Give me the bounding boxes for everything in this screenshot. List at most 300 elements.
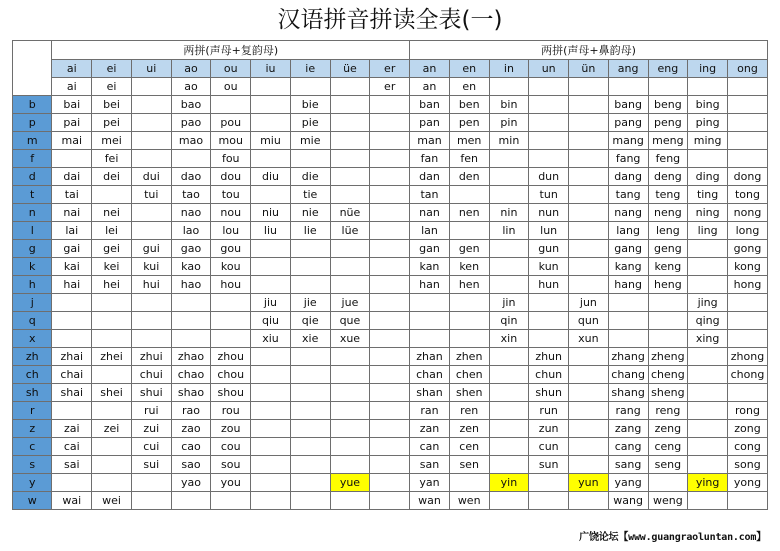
table-row <box>13 276 768 294</box>
syllable-cell: nong <box>727 204 767 222</box>
pinyin-table <box>12 40 768 510</box>
syllable-cell: dan <box>410 168 450 186</box>
syllable-cell <box>251 384 291 402</box>
syllable-cell <box>727 132 767 150</box>
final-header-cell: ou <box>211 60 251 78</box>
syllable-cell: ding <box>688 168 728 186</box>
syllable-cell: kai <box>52 258 92 276</box>
syllable-cell <box>529 294 569 312</box>
syllable-cell: jie <box>290 294 330 312</box>
syllable-cell <box>727 330 767 348</box>
syllable-cell: xie <box>290 330 330 348</box>
syllable-cell <box>529 312 569 330</box>
page-title: 汉语拼音拼读全表(一) <box>277 7 503 33</box>
syllable-cell <box>52 402 92 420</box>
syllable-cell: ben <box>449 96 489 114</box>
initial-cell: z <box>13 420 52 438</box>
syllable-cell: fei <box>92 150 132 168</box>
corner-cell <box>13 41 52 96</box>
syllable-cell <box>370 168 410 186</box>
syllable-cell <box>370 312 410 330</box>
syllable-cell: lin <box>489 222 529 240</box>
syllable-cell <box>290 348 330 366</box>
syllable-cell <box>529 150 569 168</box>
syllable-cell: zei <box>92 420 132 438</box>
syllable-cell: lai <box>52 222 92 240</box>
syllable-cell <box>529 132 569 150</box>
syllable-cell: wang <box>608 492 648 510</box>
standalone-cell <box>608 78 648 96</box>
standalone-cell: ai <box>52 78 92 96</box>
syllable-cell: long <box>727 222 767 240</box>
syllable-cell: peng <box>648 114 688 132</box>
syllable-cell <box>648 474 688 492</box>
syllable-cell: zeng <box>648 420 688 438</box>
syllable-cell: jun <box>569 294 609 312</box>
final-header-cell: er <box>370 60 410 78</box>
syllable-cell <box>290 258 330 276</box>
syllable-cell: hong <box>727 276 767 294</box>
table-row <box>13 240 768 258</box>
syllable-cell <box>529 96 569 114</box>
syllable-cell <box>251 492 291 510</box>
syllable-cell <box>251 114 291 132</box>
syllable-cell: kui <box>131 258 171 276</box>
syllable-cell: zhao <box>171 348 211 366</box>
syllable-cell: sun <box>529 456 569 474</box>
syllable-cell: pang <box>608 114 648 132</box>
syllable-cell <box>131 222 171 240</box>
syllable-cell <box>290 150 330 168</box>
syllable-cell: teng <box>648 186 688 204</box>
syllable-cell <box>489 492 529 510</box>
syllable-cell <box>489 240 529 258</box>
syllable-cell <box>330 348 370 366</box>
syllable-cell <box>688 150 728 168</box>
syllable-cell: zhang <box>608 348 648 366</box>
syllable-cell <box>251 474 291 492</box>
initial-cell: d <box>13 168 52 186</box>
syllable-cell <box>608 330 648 348</box>
syllable-cell: sou <box>211 456 251 474</box>
syllable-cell <box>569 240 609 258</box>
syllable-cell <box>569 222 609 240</box>
syllable-cell: gan <box>410 240 450 258</box>
final-header-cell: ing <box>688 60 728 78</box>
syllable-cell: ceng <box>648 438 688 456</box>
syllable-cell <box>688 276 728 294</box>
syllable-cell <box>290 474 330 492</box>
syllable-cell <box>688 456 728 474</box>
syllable-cell <box>92 294 132 312</box>
final-header-cell: ün <box>569 60 609 78</box>
syllable-cell <box>688 258 728 276</box>
syllable-cell <box>489 276 529 294</box>
syllable-cell: diu <box>251 168 291 186</box>
syllable-cell <box>489 402 529 420</box>
syllable-cell: shao <box>171 384 211 402</box>
syllable-cell: nai <box>52 204 92 222</box>
syllable-cell <box>251 258 291 276</box>
table-row <box>13 330 768 348</box>
syllable-cell: shun <box>529 384 569 402</box>
syllable-cell: feng <box>648 150 688 168</box>
syllable-cell: lan <box>410 222 450 240</box>
syllable-cell <box>648 330 688 348</box>
syllable-cell: shai <box>52 384 92 402</box>
table-row <box>13 114 768 132</box>
syllable-cell <box>52 150 92 168</box>
syllable-cell: nüe <box>330 204 370 222</box>
syllable-cell <box>569 204 609 222</box>
syllable-cell: chong <box>727 366 767 384</box>
syllable-cell <box>489 366 529 384</box>
syllable-cell: chui <box>131 366 171 384</box>
syllable-cell <box>290 366 330 384</box>
syllable-cell <box>92 456 132 474</box>
syllable-cell: pei <box>92 114 132 132</box>
syllable-cell <box>529 492 569 510</box>
syllable-cell: den <box>449 168 489 186</box>
syllable-cell <box>330 186 370 204</box>
syllable-cell <box>330 492 370 510</box>
table-row <box>13 312 768 330</box>
syllable-cell: beng <box>648 96 688 114</box>
syllable-cell: chang <box>608 366 648 384</box>
syllable-cell <box>131 330 171 348</box>
table-row <box>13 294 768 312</box>
syllable-cell: ting <box>688 186 728 204</box>
syllable-cell: han <box>410 276 450 294</box>
syllable-cell <box>569 150 609 168</box>
standalone-cell <box>529 78 569 96</box>
syllable-cell: pou <box>211 114 251 132</box>
initial-cell: s <box>13 456 52 474</box>
table-row <box>13 366 768 384</box>
syllable-cell <box>449 294 489 312</box>
syllable-cell <box>370 240 410 258</box>
syllable-cell <box>370 114 410 132</box>
syllable-cell <box>92 366 132 384</box>
syllable-cell: zhun <box>529 348 569 366</box>
syllable-cell <box>370 330 410 348</box>
syllable-cell: neng <box>648 204 688 222</box>
syllable-cell: chai <box>52 366 92 384</box>
syllable-cell <box>529 474 569 492</box>
syllable-cell: lang <box>608 222 648 240</box>
syllable-cell: xue <box>330 330 370 348</box>
syllable-cell: zou <box>211 420 251 438</box>
syllable-cell <box>569 132 609 150</box>
syllable-cell <box>449 186 489 204</box>
syllable-cell <box>688 240 728 258</box>
syllable-cell: kun <box>529 258 569 276</box>
syllable-cell <box>569 276 609 294</box>
syllable-cell: hou <box>211 276 251 294</box>
syllable-cell: kei <box>92 258 132 276</box>
syllable-cell: wei <box>92 492 132 510</box>
syllable-cell: sen <box>449 456 489 474</box>
syllable-cell: ren <box>449 402 489 420</box>
syllable-cell <box>52 312 92 330</box>
syllable-cell <box>211 294 251 312</box>
syllable-cell: tao <box>171 186 211 204</box>
syllable-cell: you <box>211 474 251 492</box>
syllable-cell: nang <box>608 204 648 222</box>
initial-cell: t <box>13 186 52 204</box>
standalone-cell <box>569 78 609 96</box>
final-header-cell: un <box>529 60 569 78</box>
syllable-cell: nen <box>449 204 489 222</box>
syllable-cell <box>727 312 767 330</box>
final-header-cell: ong <box>727 60 767 78</box>
syllable-cell <box>727 150 767 168</box>
table-row <box>13 456 768 474</box>
syllable-cell <box>569 384 609 402</box>
syllable-cell <box>449 312 489 330</box>
syllable-cell: zhei <box>92 348 132 366</box>
syllable-cell: zang <box>608 420 648 438</box>
syllable-cell <box>251 186 291 204</box>
initial-cell: ch <box>13 366 52 384</box>
syllable-cell <box>131 312 171 330</box>
syllable-cell: dei <box>92 168 132 186</box>
table-row <box>13 420 768 438</box>
standalone-cell: an <box>410 78 450 96</box>
syllable-cell: nun <box>529 204 569 222</box>
syllable-cell <box>688 402 728 420</box>
initial-cell: x <box>13 330 52 348</box>
syllable-cell <box>171 330 211 348</box>
syllable-cell: lao <box>171 222 211 240</box>
syllable-cell <box>92 438 132 456</box>
table-row <box>13 168 768 186</box>
syllable-cell: gai <box>52 240 92 258</box>
syllable-cell <box>489 438 529 456</box>
syllable-cell <box>171 150 211 168</box>
initial-cell: r <box>13 402 52 420</box>
table-row <box>13 186 768 204</box>
syllable-cell: tou <box>211 186 251 204</box>
syllable-cell: reng <box>648 402 688 420</box>
syllable-cell: pin <box>489 114 529 132</box>
syllable-cell: gun <box>529 240 569 258</box>
syllable-cell: zhui <box>131 348 171 366</box>
final-header-cell: in <box>489 60 529 78</box>
syllable-cell: run <box>529 402 569 420</box>
syllable-cell: mai <box>52 132 92 150</box>
syllable-cell: qing <box>688 312 728 330</box>
table-row <box>13 96 768 114</box>
initial-cell: sh <box>13 384 52 402</box>
syllable-cell: bin <box>489 96 529 114</box>
syllable-cell: tie <box>290 186 330 204</box>
syllable-cell <box>131 132 171 150</box>
syllable-cell <box>370 366 410 384</box>
syllable-cell: hui <box>131 276 171 294</box>
syllable-cell <box>370 474 410 492</box>
syllable-cell <box>131 492 171 510</box>
syllable-cell <box>370 456 410 474</box>
syllable-cell: ming <box>688 132 728 150</box>
syllable-cell: chou <box>211 366 251 384</box>
syllable-cell: nan <box>410 204 450 222</box>
syllable-cell <box>330 366 370 384</box>
syllable-cell <box>688 438 728 456</box>
table-row <box>13 384 768 402</box>
syllable-cell <box>92 402 132 420</box>
syllable-cell: pen <box>449 114 489 132</box>
syllable-cell <box>727 384 767 402</box>
syllable-cell: sui <box>131 456 171 474</box>
syllable-cell <box>569 168 609 186</box>
initial-cell: h <box>13 276 52 294</box>
syllable-cell: qin <box>489 312 529 330</box>
syllable-cell <box>569 348 609 366</box>
syllable-cell <box>330 96 370 114</box>
syllable-cell: shui <box>131 384 171 402</box>
syllable-cell: man <box>410 132 450 150</box>
syllable-cell <box>52 294 92 312</box>
syllable-cell <box>171 312 211 330</box>
syllable-cell: die <box>290 168 330 186</box>
syllable-cell: liu <box>251 222 291 240</box>
syllable-cell: chun <box>529 366 569 384</box>
syllable-cell <box>688 348 728 366</box>
syllable-cell: ning <box>688 204 728 222</box>
syllable-cell <box>330 240 370 258</box>
syllable-cell: jiu <box>251 294 291 312</box>
syllable-cell: sheng <box>648 384 688 402</box>
syllable-cell <box>410 294 450 312</box>
syllable-cell: cheng <box>648 366 688 384</box>
initial-cell: k <box>13 258 52 276</box>
syllable-cell <box>648 294 688 312</box>
syllable-cell <box>211 96 251 114</box>
initial-cell: y <box>13 474 52 492</box>
syllable-cell: shen <box>449 384 489 402</box>
syllable-cell: dun <box>529 168 569 186</box>
syllable-cell: qiu <box>251 312 291 330</box>
syllable-cell: cou <box>211 438 251 456</box>
syllable-cell <box>489 150 529 168</box>
syllable-cell <box>370 150 410 168</box>
table-row <box>13 150 768 168</box>
syllable-cell: lie <box>290 222 330 240</box>
syllable-cell: hao <box>171 276 211 294</box>
syllable-cell <box>370 258 410 276</box>
syllable-cell: lun <box>529 222 569 240</box>
syllable-cell: jue <box>330 294 370 312</box>
syllable-cell: hei <box>92 276 132 294</box>
syllable-cell <box>370 294 410 312</box>
syllable-cell <box>251 420 291 438</box>
syllable-cell: sang <box>608 456 648 474</box>
syllable-cell: tai <box>52 186 92 204</box>
syllable-cell: chan <box>410 366 450 384</box>
syllable-cell: gen <box>449 240 489 258</box>
syllable-cell <box>290 402 330 420</box>
syllable-cell: fan <box>410 150 450 168</box>
syllable-cell: lei <box>92 222 132 240</box>
syllable-cell: bai <box>52 96 92 114</box>
finals-header-row <box>13 60 768 78</box>
syllable-cell: kong <box>727 258 767 276</box>
syllable-cell: mou <box>211 132 251 150</box>
syllable-cell: kan <box>410 258 450 276</box>
syllable-cell: bao <box>171 96 211 114</box>
syllable-cell <box>727 294 767 312</box>
syllable-cell: rong <box>727 402 767 420</box>
syllable-cell <box>131 204 171 222</box>
syllable-cell <box>52 330 92 348</box>
syllable-cell <box>489 420 529 438</box>
syllable-cell: ran <box>410 402 450 420</box>
syllable-cell <box>529 330 569 348</box>
syllable-cell: deng <box>648 168 688 186</box>
standalone-cell <box>251 78 291 96</box>
syllable-cell: pan <box>410 114 450 132</box>
syllable-cell: geng <box>648 240 688 258</box>
syllable-cell <box>370 420 410 438</box>
syllable-cell <box>251 402 291 420</box>
initial-cell: zh <box>13 348 52 366</box>
syllable-cell: wen <box>449 492 489 510</box>
syllable-cell: san <box>410 456 450 474</box>
syllable-cell: nei <box>92 204 132 222</box>
syllable-cell <box>370 96 410 114</box>
syllable-cell <box>251 240 291 258</box>
syllable-cell <box>330 438 370 456</box>
syllable-cell <box>569 492 609 510</box>
syllable-cell <box>251 456 291 474</box>
syllable-cell: mie <box>290 132 330 150</box>
syllable-cell-highlighted: yin <box>489 474 529 492</box>
syllable-cell: fou <box>211 150 251 168</box>
syllable-cell: zun <box>529 420 569 438</box>
syllable-cell: seng <box>648 456 688 474</box>
syllable-cell: zao <box>171 420 211 438</box>
syllable-cell <box>569 186 609 204</box>
syllable-cell: bing <box>688 96 728 114</box>
syllable-cell: sai <box>52 456 92 474</box>
syllable-cell: gao <box>171 240 211 258</box>
syllable-cell <box>251 348 291 366</box>
syllable-cell: pao <box>171 114 211 132</box>
syllable-cell: shou <box>211 384 251 402</box>
syllable-cell <box>569 114 609 132</box>
initial-cell: c <box>13 438 52 456</box>
syllable-cell <box>569 366 609 384</box>
syllable-cell: cen <box>449 438 489 456</box>
standalone-cell <box>648 78 688 96</box>
syllable-cell: min <box>489 132 529 150</box>
syllable-cell <box>529 114 569 132</box>
syllable-cell: lüe <box>330 222 370 240</box>
syllable-cell <box>251 366 291 384</box>
syllable-cell: xin <box>489 330 529 348</box>
table-row <box>13 132 768 150</box>
syllable-cell: cong <box>727 438 767 456</box>
initial-cell: p <box>13 114 52 132</box>
syllable-cell: yao <box>171 474 211 492</box>
syllable-cell <box>569 96 609 114</box>
initial-cell: b <box>13 96 52 114</box>
syllable-cell <box>370 384 410 402</box>
syllable-cell: zen <box>449 420 489 438</box>
final-header-cell: an <box>410 60 450 78</box>
syllable-cell: kou <box>211 258 251 276</box>
